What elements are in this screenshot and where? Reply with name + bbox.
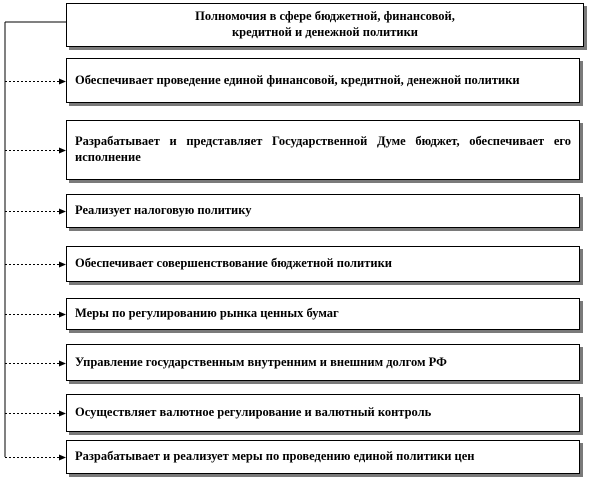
item-text-1: Обеспечивает проведение единой финансовой, кредитной, денежной политики bbox=[75, 72, 520, 87]
header-line-2: кредитной и денежной политики bbox=[231, 25, 419, 39]
header-title bbox=[77, 9, 573, 40]
item-text-4: Обеспечивает совершенствование бюджетной политики bbox=[75, 256, 392, 271]
item-text-3: Реализует налоговую политику bbox=[75, 203, 252, 218]
item-box-6 bbox=[66, 344, 580, 381]
item-box-3 bbox=[66, 194, 580, 228]
item-box-2 bbox=[66, 120, 580, 180]
item-box-7 bbox=[66, 394, 580, 432]
item-text-7: Осуществляет валютное регулирование и валютный контроль bbox=[75, 405, 432, 420]
item-box-8 bbox=[66, 440, 580, 474]
header-box bbox=[66, 3, 584, 47]
header-line-1: Полномочия в сфере бюджетной, финансовой, bbox=[195, 9, 455, 24]
item-text-5: Меры по регулированию рынка ценных бумаг bbox=[75, 306, 339, 321]
item-box-1 bbox=[66, 58, 580, 103]
item-box-4 bbox=[66, 246, 580, 282]
item-text-6: Управление государственным внутренним и внешним долгом РФ bbox=[75, 354, 447, 369]
item-text-2: Разрабатывает и представляет Государственной Думе бюджет, обеспечивает его исполнение bbox=[75, 134, 571, 164]
item-text-8: Разрабатывает и реализует меры по проведению единой политики цен bbox=[75, 449, 475, 464]
item-box-5 bbox=[66, 298, 580, 330]
